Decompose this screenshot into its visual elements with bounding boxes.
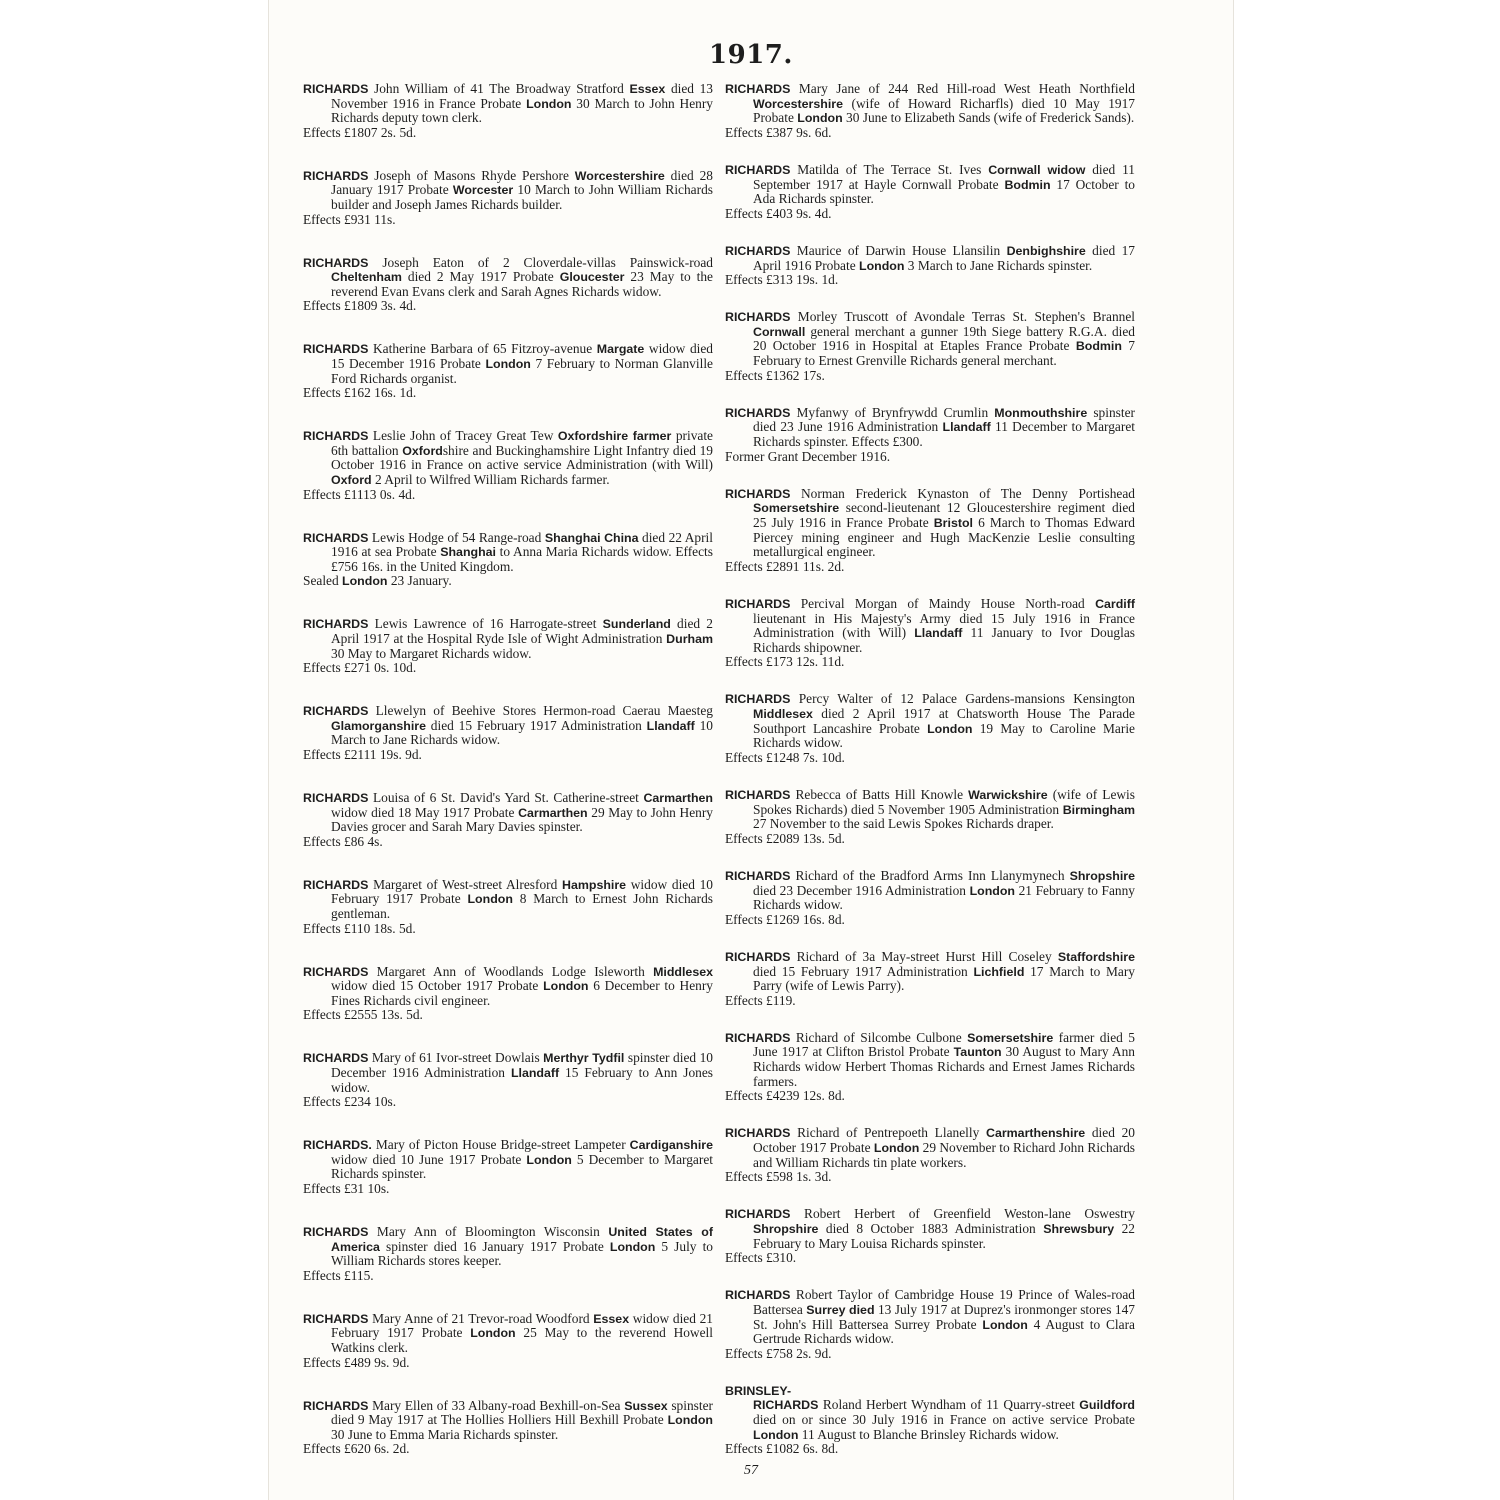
register-entry (303, 342, 713, 400)
entry-text: Mary Jane of 244 Red Hill-road West Heath Northfield Worcestershire (wife of Howard Richarfls) died 10 May 1917 Probate London 30 June to Elizabeth Sands (wife of Frederick Sands). (753, 81, 1135, 126)
entry-text: Mary Ellen of 33 Albany-road Bexhill-on-Sea Sussex spinster died 9 May 1917 at The Hollies Holliers Hill Bexhill Probate London 30 June to Emma Maria Richards spinster. (331, 1397, 713, 1442)
register-entry (303, 256, 713, 314)
entry-text: Katherine Barbara of 65 Fitzroy-avenue Margate widow died 15 December 1916 Probate London 7 February to Norman Glanville Ford Richards organist. (331, 341, 714, 386)
register-entry (725, 487, 1135, 575)
register-entry (725, 1031, 1135, 1104)
register-entry (303, 878, 713, 936)
register-entry (303, 1138, 713, 1196)
entry-text: Norman Frederick Kynaston of The Denny Portishead Somersetshire second-lieutenant 12 Gloucestershire regiment died 25 July 1916 in France Probate Bristol 6 March to Thomas Edward Piercey mining engineer and Hugh MacKenzie Leslie consulting metallurgical engineer. (753, 485, 1135, 560)
register-entry (725, 692, 1135, 765)
register-entry (303, 704, 713, 762)
entry-effects: Effects £1807 2s. 5d. (303, 124, 417, 140)
entry-effects: Effects £119. (725, 992, 796, 1008)
register-entry (725, 1207, 1135, 1265)
entry-surname: RICHARDS (725, 486, 791, 501)
entry-surname: RICHARDS (725, 243, 791, 258)
register-entry (725, 163, 1135, 221)
entry-surname: RICHARDS (303, 877, 369, 892)
entry-surname: RICHARDS (303, 1224, 369, 1239)
entry-effects: Effects £2891 11s. 2d. (725, 558, 845, 574)
entry-surname: RICHARDS (725, 1126, 791, 1141)
entry-text: John William of 41 The Broadway Stratford Essex died 13 November 1916 in France Probate London 30 March to John Henry Richards deputy town clerk. (331, 81, 714, 126)
register-entry (725, 82, 1135, 140)
entry-effects: Sealed London 23 January. (303, 573, 452, 589)
entry-surname: RICHARDS (725, 1030, 791, 1045)
entry-effects: Effects £313 19s. 1d. (725, 272, 839, 288)
entry-effects: Effects £162 16s. 1d. (303, 385, 417, 401)
entry-effects: Effects £310. (725, 1250, 797, 1266)
register-entry (303, 1051, 713, 1109)
entry-text: Mary of 61 Ivor-street Dowlais Merthyr Tydfil spinster died 10 December 1916 Administration Llandaff 15 February to Ann Jones widow. (331, 1050, 713, 1095)
entry-text: Lewis Lawrence of 16 Harrogate-street Sunderland died 2 April 1917 at the Hospital Ryde Isle of Wight Administration Durham 30 May to Margaret Richards widow. (331, 616, 713, 661)
register-entry (303, 429, 713, 502)
entry-surname: RICHARDS (725, 1288, 791, 1303)
entry-text: Percival Morgan of Maindy House North-road Cardiff lieutenant in His Majesty's Army died 15 July 1916 in France Administration (with Will) Llandaff 11 January to Ivor Douglas Richards shipowner. (753, 595, 1135, 655)
entry-effects: Effects £234 10s. (303, 1094, 397, 1110)
register-entry (725, 1126, 1135, 1184)
entry-text: Myfanwy of Brynfrywdd Crumlin Monmouthshire spinster died 23 June 1916 Administration Llandaff 11 December to Margaret Richards spinster. Effects £300. (753, 404, 1135, 449)
entry-effects: Effects £2111 19s. 9d. (303, 746, 422, 762)
entry-effects: Effects £271 0s. 10d. (303, 660, 417, 676)
entry-text: Richard of Pentrepoeth Llanelly Carmarthenshire died 20 October 1917 Probate London 29 November to Richard John Richards and William Richards tin plate workers. (753, 1125, 1136, 1170)
entry-surname: RICHARDS (303, 704, 369, 719)
entry-text: Morley Truscott of Avondale Terras St. Stephen's Brannel Cornwall general merchant a gunner 19th Siege battery R.G.A. died 20 October 1916 in Hospital at Etaples France Probate Bodmin 7 February to Ernest Grenville Richards general merchant. (753, 309, 1135, 369)
entry-surname: RICHARDS (753, 1398, 819, 1413)
entry-effects: Effects £2555 13s. 5d. (303, 1007, 423, 1023)
entry-effects: Effects £598 1s. 3d. (725, 1169, 832, 1185)
register-entry (303, 1399, 713, 1457)
register-entry (725, 1384, 1135, 1457)
entry-text: Richard of the Bradford Arms Inn Llanymynech Shropshire died 23 December 1916 Administration London 21 February to Fanny Richards widow. (753, 867, 1136, 913)
entry-text: Robert Herbert of Greenfield Weston-lane Oswestry Shropshire died 8 October 1883 Administration Shrewsbury 22 February to Mary Louisa Richards spinster. (753, 1206, 1135, 1251)
entry-effects: Effects £31 10s. (303, 1180, 390, 1196)
entry-text: Lewis Hodge of 54 Range-road Shanghai China died 22 April 1916 at sea Probate Shanghai to Anna Maria Richards widow. Effects £756 16s. in the United Kingdom. (331, 529, 713, 574)
entry-effects: Effects £758 2s. 9d. (725, 1345, 832, 1361)
register-entry (725, 1288, 1135, 1361)
entry-surname: RICHARDS (725, 1207, 791, 1222)
entry-effects: Effects £2089 13s. 5d. (725, 830, 845, 846)
register-entry (725, 406, 1135, 464)
entry-surname: RICHARDS (303, 168, 369, 183)
entry-effects: Effects £4239 12s. 8d. (725, 1088, 845, 1104)
entry-effects: Effects £1809 3s. 4d. (303, 298, 417, 314)
entry-surname: RICHARDS (303, 530, 369, 545)
entry-surname: RICHARDS (725, 949, 791, 964)
entry-surname-prefix: BRINSLEY- (725, 1383, 792, 1398)
entry-surname: RICHARDS (303, 790, 369, 805)
register-entry (725, 788, 1135, 846)
entry-surname: RICHARDS (303, 429, 369, 444)
right-column (725, 82, 1135, 1457)
register-entry (303, 531, 713, 589)
register-page (268, 0, 1234, 1500)
entry-surname: RICHARDS (725, 405, 791, 420)
entry-surname: RICHARDS (303, 617, 369, 632)
entry-text: Mary Anne of 21 Trevor-road Woodford Essex widow died 21 February 1917 Probate London 25 May to the reverend Howell Watkins clerk. (331, 1310, 713, 1355)
entry-text: Maurice of Darwin House Llansilin Denbighshire died 17 April 1916 Probate London 3 March to Jane Richards spinster. (753, 242, 1135, 273)
entry-surname: RICHARDS (725, 310, 791, 325)
entry-text: Louisa of 6 St. David's Yard St. Catherine-street Carmarthen widow died 18 May 1917 Probate Carmarthen 29 May to John Henry Davies grocer and Sarah Mary Davies spinster. (331, 789, 713, 835)
entry-effects: Effects £1248 7s. 10d. (725, 749, 845, 765)
entry-effects: Effects £1362 17s. (725, 367, 825, 383)
entry-surname: RICHARDS (303, 1398, 369, 1413)
entry-effects: Effects £403 9s. 4d. (725, 205, 832, 221)
entry-surname: RICHARDS (303, 1051, 369, 1066)
register-entry (725, 950, 1135, 1008)
entry-surname: RICHARDS (725, 868, 791, 883)
register-entry (303, 169, 713, 227)
entry-surname: RICHARDS (725, 596, 791, 611)
entry-effects: Former Grant December 1916. (725, 448, 891, 464)
register-entry (725, 869, 1135, 927)
entry-effects: Effects £86 4s. (303, 833, 383, 849)
entry-surname: RICHARDS (725, 788, 791, 802)
entry-effects: Effects £115. (303, 1267, 374, 1283)
entry-text: Margaret of West-street Alresford Hampshire widow died 10 February 1917 Probate London 8 March to Ernest John Richards gentleman. (331, 876, 713, 921)
entry-effects: Effects £1082 6s. 8d. (725, 1441, 839, 1457)
entry-effects: Effects £931 11s. (303, 211, 396, 227)
register-entry (303, 1312, 713, 1370)
entry-text: Percy Walter of 12 Palace Gardens-mansions Kensington Middlesex died 2 April 1917 at Chatsworth House The Parade Southport Lancashire Probate London 19 May to Caroline Marie Richards widow. (753, 691, 1135, 751)
entry-text: Roland Herbert Wyndham of 11 Quarry-street Guildford died on or since 30 July 1916 in France on active service Probate London 11 August to Blanche Brinsley Richards widow. (753, 1397, 1135, 1442)
entry-effects: Effects £620 6s. 2d. (303, 1441, 410, 1457)
entry-surname: RICHARDS (303, 255, 369, 270)
register-entry (303, 1225, 713, 1283)
entry-text: Joseph Eaton of 2 Cloverdale-villas Painswick-road Cheltenham died 2 May 1917 Probate Gloucester 23 May to the reverend Evan Evans clerk and Sarah Agnes Richards widow. (331, 254, 713, 299)
entry-text: Mary Ann of Bloomington Wisconsin United States of America spinster died 16 January 1917 Probate London 5 July to William Richards stores keeper. (331, 1223, 713, 1269)
entry-surname: RICHARDS (725, 82, 791, 96)
entry-text: Llewelyn of Beehive Stores Hermon-road Caerau Maesteg Glamorganshire died 15 February 1917 Administration Llandaff 10 March to Jane Richards widow. (331, 703, 713, 748)
entry-effects: Effects £387 9s. 6d. (725, 124, 832, 140)
register-entry (303, 617, 713, 675)
entry-text: Richard of 3a May-street Hurst Hill Coseley Staffordshire died 15 February 1917 Administration Lichfield 17 March to Mary Parry (wife of Lewis Parry). (753, 948, 1135, 994)
entry-text: Mary of Picton House Bridge-street Lampeter Cardiganshire widow died 10 June 1917 Probate London 5 December to Margaret Richards spinster. (331, 1137, 713, 1182)
entry-effects: Effects £173 12s. 11d. (725, 654, 845, 670)
entry-text: Leslie John of Tracey Great Tew Oxfordshire farmer private 6th battalion Oxfordshire and Buckinghamshire Light Infantry died 19 October 1916 in France on active service Administration (with Will) Oxford 2 April to Wilfred William Richards farmer. (331, 428, 713, 487)
entry-surname: RICHARDS. (303, 1138, 372, 1153)
page-number: 57 (744, 1463, 758, 1478)
left-column (303, 82, 713, 1457)
register-entry (725, 244, 1135, 288)
register-entry (303, 791, 713, 849)
register-entry (303, 965, 713, 1023)
page-year-heading: 1917. (709, 40, 793, 70)
register-entry (725, 597, 1135, 670)
entry-effects: Effects £489 9s. 9d. (303, 1354, 410, 1370)
entry-surname: RICHARDS (303, 342, 369, 357)
register-entry (725, 310, 1135, 383)
entry-surname: RICHARDS (303, 82, 369, 96)
entry-text: Margaret Ann of Woodlands Lodge Isleworth Middlesex widow died 15 October 1917 Probate London 6 December to Henry Fines Richards civil engineer. (331, 963, 713, 1008)
entry-surname: RICHARDS (725, 692, 791, 707)
entry-surname: RICHARDS (303, 1311, 369, 1326)
entry-effects: Effects £1269 16s. 8d. (725, 911, 845, 927)
entry-surname: RICHARDS (303, 964, 369, 979)
entry-text: Matilda of The Terrace St. Ives Cornwall widow died 11 September 1917 at Hayle Cornwall Probate Bodmin 17 October to Ada Richards spinster. (753, 161, 1135, 207)
entry-surname: RICHARDS (725, 162, 791, 177)
entry-text: Robert Taylor of Cambridge House 19 Prince of Wales-road Battersea Surrey died 13 July 1917 at Duprez's ironmonger stores 147 St. John's Hill Battersea Surrey Probate London 4 August to Clara Gertrude Richards widow. (753, 1287, 1135, 1347)
entry-effects: Effects £110 18s. 5d. (303, 920, 416, 936)
register-entry (303, 82, 713, 140)
entry-text: Rebecca of Batts Hill Knowle Warwickshire (wife of Lewis Spokes Richards) died 5 November 1905 Administration Birmingham 27 November to the said Lewis Spokes Richards draper. (753, 787, 1135, 832)
entry-effects: Effects £1113 0s. 4d. (303, 486, 416, 502)
entry-text: Richard of Silcombe Culbone Somersetshire farmer died 5 June 1917 at Clifton Bristol Probate Taunton 30 August to Mary Ann Richards widow Herbert Thomas Richards and Ernest James Richards farmers. (753, 1029, 1135, 1089)
entry-text: Joseph of Masons Rhyde Pershore Worcestershire died 28 January 1917 Probate Worcester 10 March to John William Richards builder and Joseph James Richards builder. (331, 167, 714, 212)
